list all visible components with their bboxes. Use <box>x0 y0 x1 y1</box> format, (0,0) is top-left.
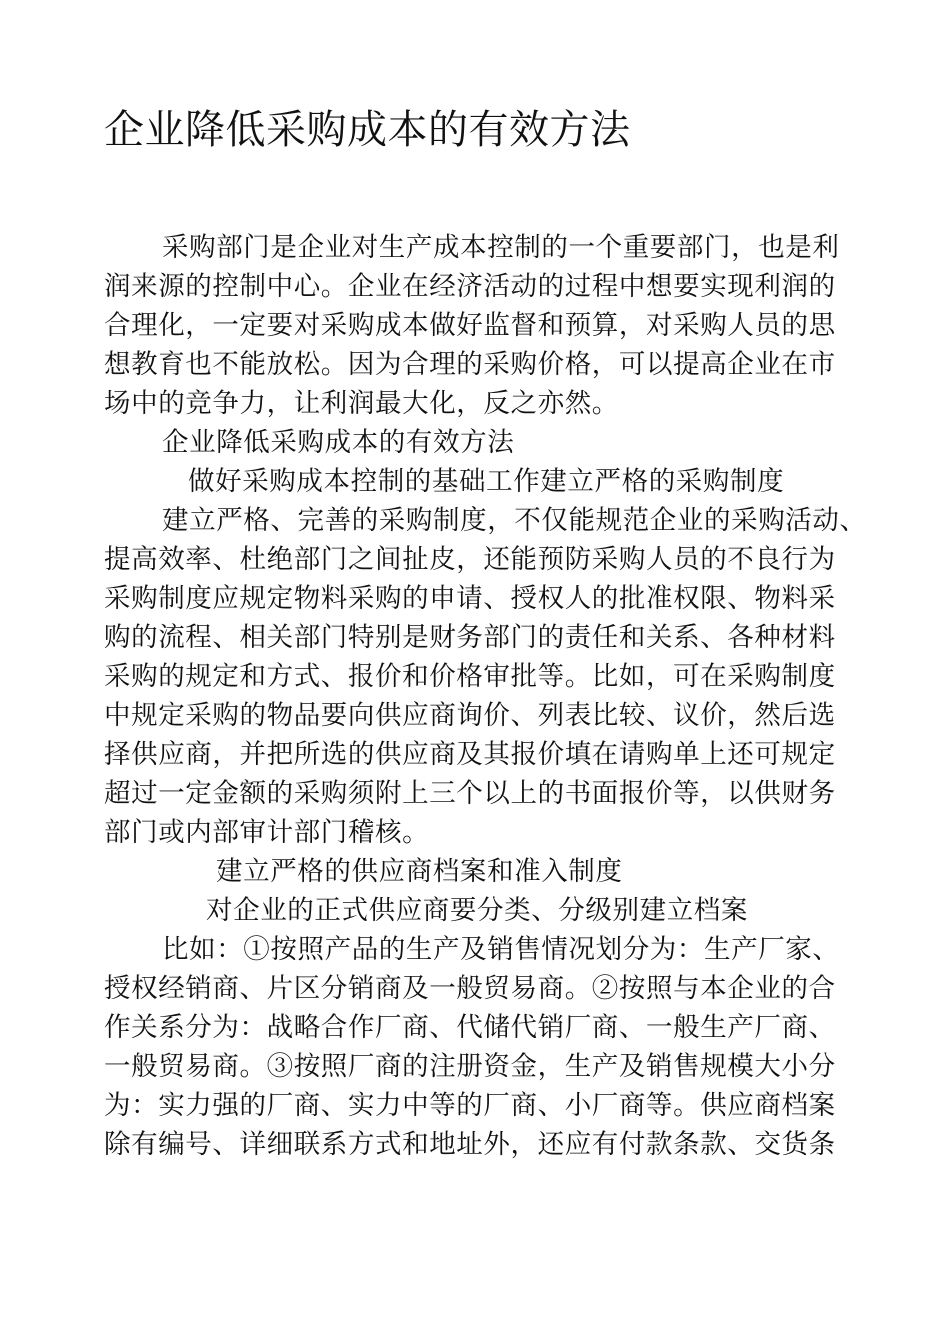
body-line-11: 中规定采购的物品要向供应商询价、列表比较、议价，然后选 <box>104 700 836 731</box>
body-line-2: 润来源的控制中心。企业在经济活动的过程中想要实现利润的 <box>104 271 836 302</box>
body-line-7: 提高效率、杜绝部门之间扯皮，还能预防采购人员的不良行为 <box>104 544 836 575</box>
body-line-12: 择供应商，并把所选的供应商及其报价填在请购单上还可规定 <box>104 739 836 770</box>
body-line-5: 场中的竞争力，让利润最大化，反之亦然。 <box>104 388 619 419</box>
body-line-16: 授权经销商、片区分销商及一般贸易商。②按照与本企业的合 <box>104 973 836 1004</box>
body-line-20: 除有编号、详细联系方式和地址外，还应有付款条款、交货条 <box>104 1129 836 1160</box>
subsection-heading-2: 建立严格的供应商档案和准入制度 <box>216 856 623 887</box>
subsection-heading-3: 对企业的正式供应商要分类、分级别建立档案 <box>206 895 748 926</box>
body-line-6: 建立严格、完善的采购制度，不仅能规范企业的采购活动、 <box>162 505 867 536</box>
document-title: 企业降低采购成本的有效方法 <box>104 107 631 153</box>
body-line-18: 一般贸易商。③按照厂商的注册资金，生产及销售规模大小分 <box>104 1051 836 1082</box>
body-line-14: 部门或内部审计部门稽核。 <box>104 817 430 848</box>
body-line-8: 采购制度应规定物料采购的申请、授权人的批准权限、物料采 <box>104 583 836 614</box>
body-line-4: 想教育也不能放松。因为合理的采购价格，可以提高企业在市 <box>104 349 836 380</box>
body-line-3: 合理化，一定要对采购成本做好监督和预算，对采购人员的思 <box>104 310 836 341</box>
body-line-10: 采购的规定和方式、报价和价格审批等。比如，可在采购制度 <box>104 661 836 692</box>
subsection-heading-1: 做好采购成本控制的基础工作建立严格的采购制度 <box>188 466 785 497</box>
body-line-9: 购的流程、相关部门特别是财务部门的责任和关系、各种材料 <box>104 622 836 653</box>
body-line-1: 采购部门是企业对生产成本控制的一个重要部门，也是利 <box>162 232 840 263</box>
body-line-15: 比如：①按照产品的生产及销售情况划分为：生产厂家、 <box>162 934 840 965</box>
body-line-17: 作关系分为：战略合作厂商、代储代销厂商、一般生产厂商、 <box>104 1012 836 1043</box>
body-line-13: 超过一定金额的采购须附上三个以上的书面报价等，以供财务 <box>104 778 836 809</box>
section-heading: 企业降低采购成本的有效方法 <box>162 427 515 458</box>
body-line-19: 为：实力强的厂商、实力中等的厂商、小厂商等。供应商档案 <box>104 1090 836 1121</box>
